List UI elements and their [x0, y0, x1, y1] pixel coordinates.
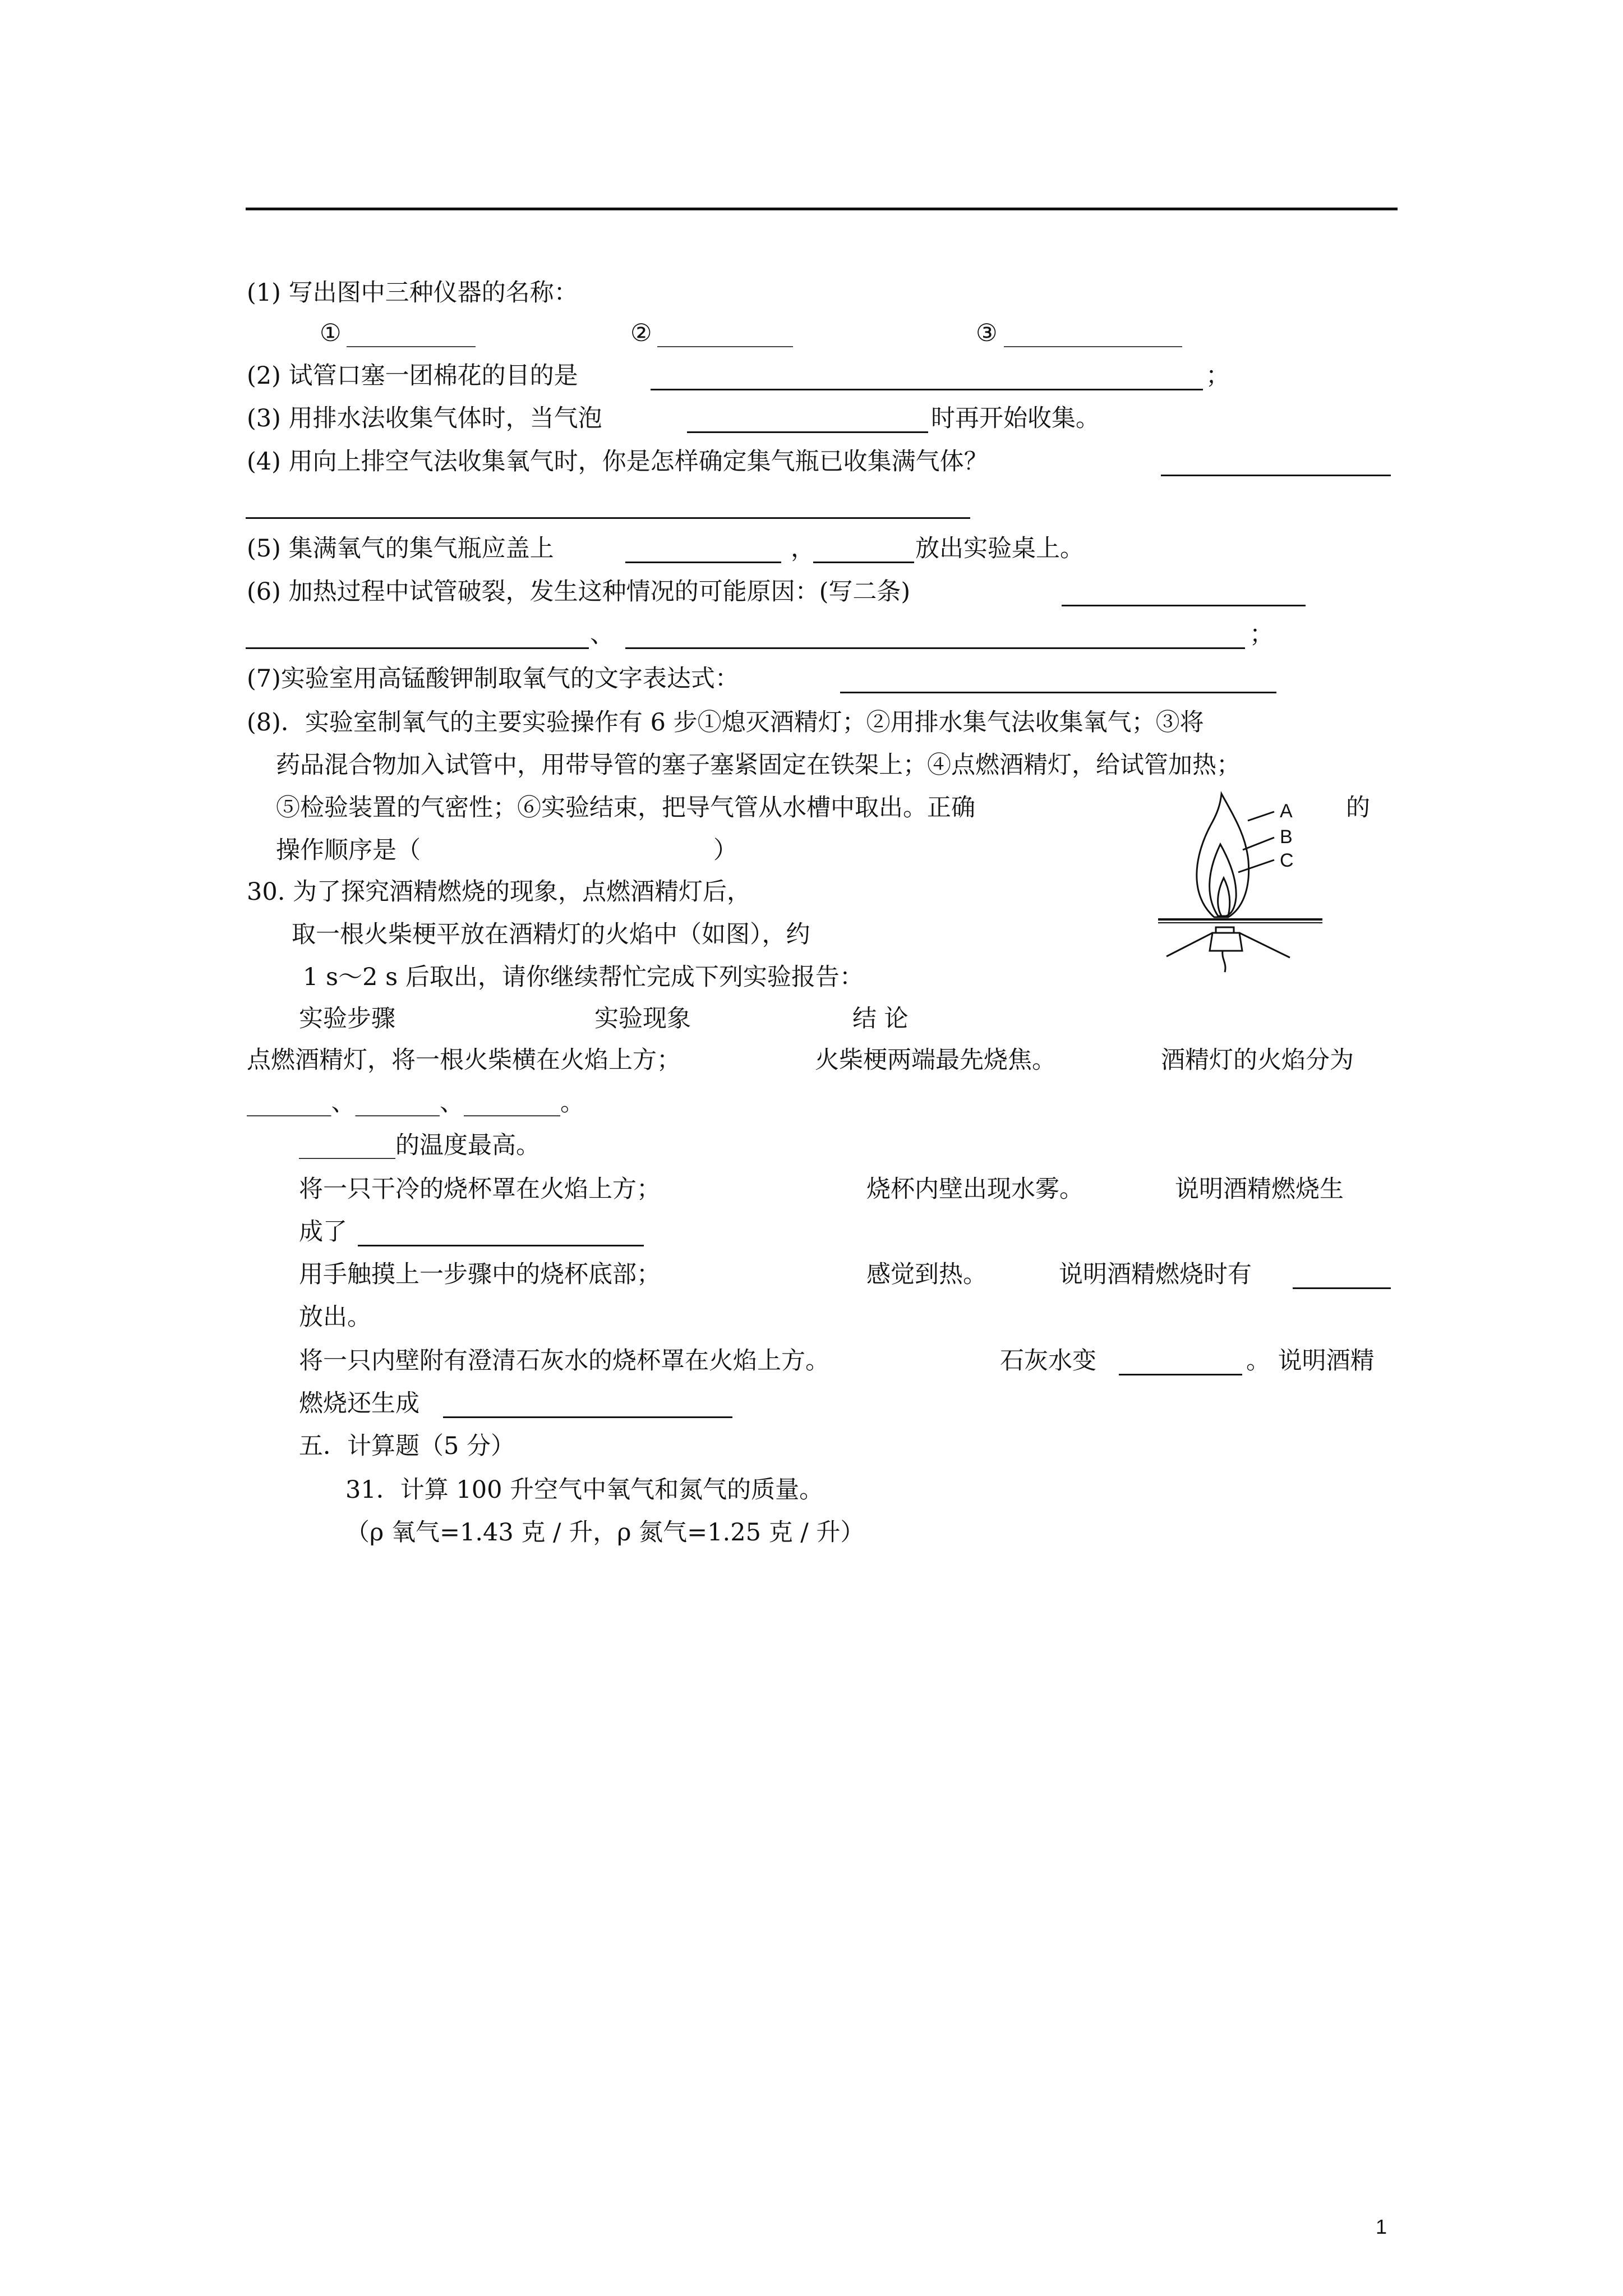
- row4-blank-1[interactable]: [1119, 1374, 1242, 1375]
- q5-text: (5) 集满氧气的集气瓶应盖上: [247, 535, 554, 563]
- q4-text: (4) 用向上排空气法收集氧气时，你是怎样确定集气瓶已收集满气体？: [247, 448, 988, 476]
- inner-flame: [1218, 878, 1230, 916]
- q6-sep: 、: [590, 620, 614, 648]
- q8-line4-end: ）: [713, 836, 737, 864]
- row3-step: 用手触摸上一步骤中的烧杯底部；: [299, 1260, 661, 1289]
- q8-line3-end: 的: [1346, 794, 1370, 822]
- q3-text: (3) 用排水法收集气体时，当气泡: [247, 404, 602, 432]
- row1-blanks[interactable]: _______、_______、________。: [247, 1089, 584, 1117]
- section5-title: 五．计算题（5 分）: [299, 1432, 515, 1460]
- q31-line2: （ρ 氧气=1.43 克 / 升，ρ 氮气=1.25 克 / 升）: [345, 1519, 865, 1547]
- row2-phenomenon: 烧杯内壁出现水雾。: [866, 1175, 1083, 1203]
- figure-label-c: C: [1280, 850, 1294, 871]
- q1-item2-blank[interactable]: [657, 346, 793, 347]
- q4-blank-2[interactable]: [246, 517, 970, 519]
- row4-step: 将一只内壁附有澄清石灰水的烧杯罩在火焰上方。: [299, 1347, 829, 1375]
- q7-text: (7)实验室用高锰酸钾制取氧气的文字表达式：: [247, 665, 739, 693]
- row3-phenomenon: 感觉到热。: [866, 1260, 987, 1289]
- q4-blank-1[interactable]: [1161, 475, 1391, 476]
- figure-label-b: B: [1280, 826, 1293, 848]
- row1-conclusion: 酒精灯的火焰分为: [1161, 1046, 1354, 1074]
- row2-step: 将一只干冷的烧杯罩在火焰上方；: [299, 1175, 661, 1203]
- q6-blank-3[interactable]: [625, 647, 1245, 649]
- row4-conclusion: 。 说明酒精: [1246, 1347, 1375, 1375]
- q1-item1-label: ①: [320, 319, 342, 347]
- row4-line2: 燃烧还生成: [299, 1389, 419, 1418]
- q5-mid: ，: [791, 535, 815, 563]
- row1-step: 点燃酒精灯，将一根火柴横在火焰上方；: [247, 1046, 681, 1074]
- q30-line1: 30. 为了探究酒精燃烧的现象，点燃酒精灯后，: [247, 878, 751, 906]
- page-number: 1: [1376, 2215, 1387, 2238]
- q3-end: 时再开始收集。: [931, 404, 1100, 432]
- q1-item1-blank[interactable]: [347, 346, 476, 347]
- q1-text: (1) 写出图中三种仪器的名称：: [247, 279, 578, 307]
- alcohol-lamp-figure: [1150, 783, 1329, 973]
- q8-line2: 药品混合物加入试管中，用带导管的塞子塞紧固定在铁架上；④点燃酒精灯，给试管加热；: [276, 751, 1241, 779]
- row2-line2: 成了: [299, 1218, 347, 1246]
- row1-phenomenon: 火柴梗两端最先烧焦。: [815, 1046, 1056, 1074]
- table-header-phenomenon: 实验现象: [594, 1005, 691, 1033]
- q30-line2: 取一根火柴梗平放在酒精灯的火焰中（如图），约: [292, 921, 810, 949]
- lamp-wick: [1223, 951, 1225, 972]
- row2-conclusion: 说明酒精燃烧生: [1175, 1175, 1344, 1203]
- q8-line4: 操作顺序是（: [276, 836, 421, 864]
- q7-blank[interactable]: [840, 692, 1276, 693]
- q6-blank-1[interactable]: [1062, 605, 1306, 606]
- row3-line2: 放出。: [299, 1303, 371, 1331]
- outer-flame: [1197, 794, 1249, 917]
- row3-conclusion: 说明酒精燃烧时有: [1059, 1260, 1252, 1289]
- q1-item3-blank[interactable]: [1004, 346, 1182, 347]
- q6-end: ；: [1249, 620, 1274, 648]
- q5-blank-2[interactable]: [813, 562, 914, 563]
- q8-line3: ⑤检验装置的气密性；⑥实验结束，把导气管从水槽中取出。正确: [276, 794, 975, 822]
- q31-line1: 31．计算 100 升空气中氧气和氮气的质量。: [345, 1476, 824, 1504]
- header-rule: [246, 208, 1398, 210]
- row1-line2[interactable]: ________的温度最高。: [299, 1131, 540, 1159]
- table-header-conclusion: 结 论: [852, 1005, 909, 1033]
- q1-item2-label: ②: [630, 319, 652, 347]
- q2-text: (2) 试管口塞一团棉花的目的是: [247, 362, 578, 390]
- q30-line3: 1 s～2 s 后取出，请你继续帮忙完成下列实验报告：: [303, 963, 864, 991]
- q5-end: 放出实验桌上。: [915, 535, 1084, 563]
- q2-end: ；: [1206, 362, 1230, 390]
- q6-text: (6) 加热过程中试管破裂，发生这种情况的可能原因：(写二条): [247, 578, 911, 606]
- q1-item3-label: ③: [976, 319, 998, 347]
- table-header-step: 实验步骤: [299, 1005, 395, 1033]
- row4-phenomenon: 石灰水变: [1000, 1347, 1096, 1375]
- row3-blank[interactable]: [1293, 1287, 1391, 1289]
- figure-label-a: A: [1280, 800, 1293, 822]
- q3-blank[interactable]: [687, 431, 928, 433]
- q6-blank-2[interactable]: [246, 647, 589, 649]
- q5-blank-1[interactable]: [625, 562, 781, 563]
- row2-blank[interactable]: [358, 1245, 644, 1246]
- q8-line1: (8)．实验室制氧气的主要实验操作有 6 步①熄灭酒精灯；②用排水集气法收集氧气；③将: [247, 708, 1204, 737]
- q2-blank[interactable]: [651, 389, 1203, 390]
- lamp-neck: [1210, 933, 1242, 951]
- row4-blank-2[interactable]: [443, 1416, 732, 1418]
